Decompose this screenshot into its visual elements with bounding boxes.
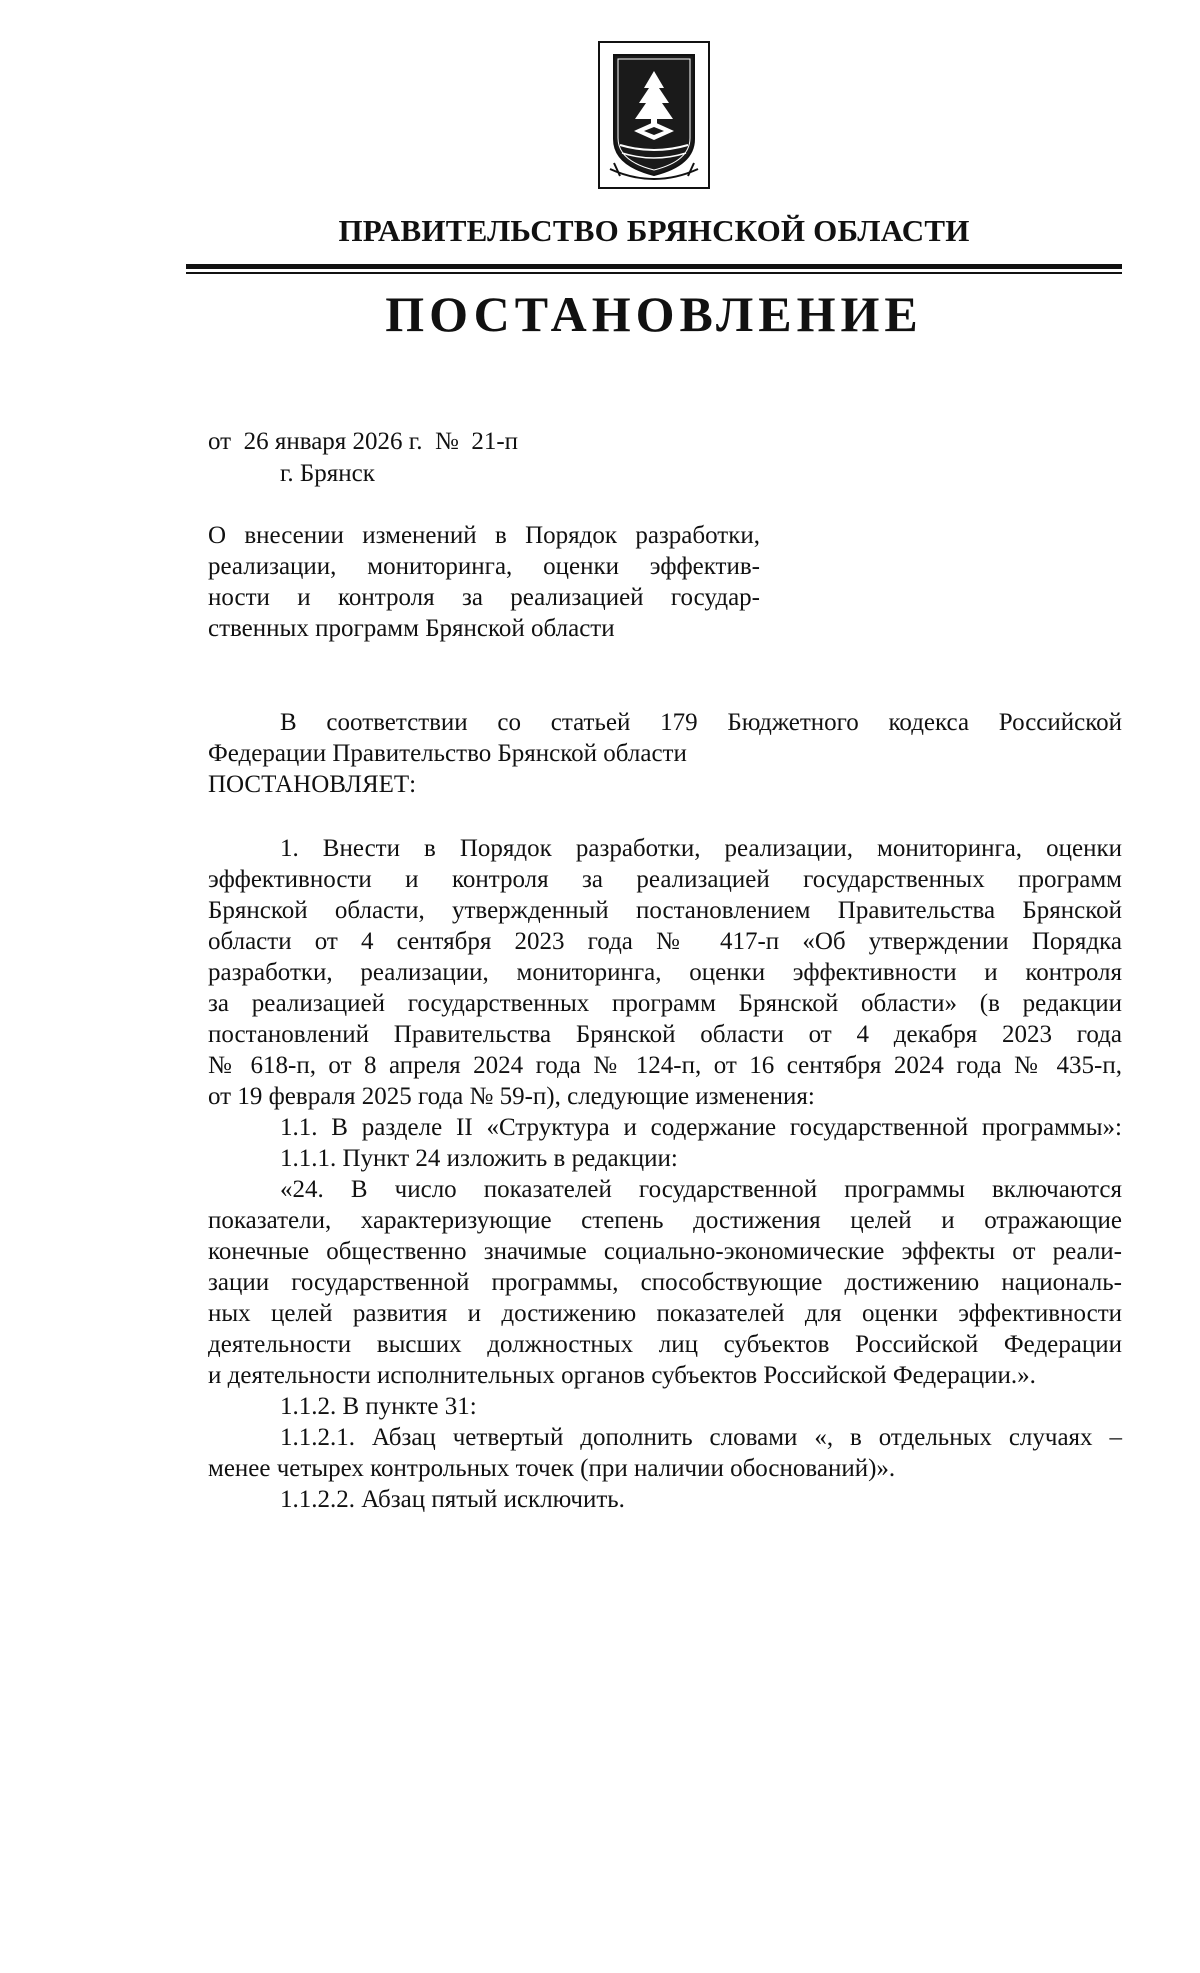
subject-line: О внесении изменений в Порядок разработки,	[208, 522, 760, 549]
city-line: г. Брянск	[280, 460, 375, 487]
item1-line: постановлений Правительства Брянской области от 4 декабря 2023 года	[208, 1021, 1122, 1048]
item1-line: эффективности и контроля за реализацией государственных программ	[208, 866, 1122, 893]
subject-line: реализации, мониторинга, оценки эффектив-	[208, 553, 760, 580]
header-rule-thick	[186, 264, 1122, 269]
item-1-1-2-2: 1.1.2.2. Абзац пятый исключить.	[280, 1486, 625, 1513]
resolves-line: ПОСТАНОВЛЯЕТ:	[208, 771, 417, 798]
coat-of-arms-icon	[598, 41, 710, 189]
item1-line: 1. Внести в Порядок разработки, реализации, мониторинга, оценки	[280, 835, 1122, 862]
item1-line: за реализацией государственных программ Брянской области» (в редакции	[208, 990, 1122, 1017]
preamble-line: Федерации Правительство Брянской области	[208, 740, 687, 767]
item1-line: Брянской области, утвержденный постановлением Правительства Брянской	[208, 897, 1122, 924]
header-rule-thin	[186, 272, 1122, 274]
item-1-1-2-1-line: 1.1.2.1. Абзац четвертый дополнить словами «, в отдельных случаях –	[280, 1424, 1122, 1451]
item24-line: и деятельности исполнительных органов субъектов Российской Федерации.».	[208, 1362, 1036, 1389]
item1-line: № 618-п, от 8 апреля 2024 года № 124-п, от 16 сентября 2024 года № 435-п,	[208, 1052, 1122, 1079]
document-type-title: ПОСТАНОВЛЕНИЕ	[385, 286, 923, 342]
item-1-1-2: 1.1.2. В пункте 31:	[280, 1393, 477, 1420]
date-number-line: от 26 января 2026 г. № 21-п	[208, 428, 519, 455]
preamble-line: В соответствии со статьей 179 Бюджетного кодекса Российской	[280, 709, 1122, 736]
paragraph-gap	[208, 800, 1122, 833]
item24-line: конечные общественно значимые социально-экономические эффекты от реали-	[208, 1238, 1122, 1265]
item-1-1: 1.1. В разделе II «Структура и содержание государственной программы»:	[280, 1114, 1122, 1141]
item24-line: зации государственной программы, способствующие достижению националь-	[208, 1269, 1122, 1296]
government-title: ПРАВИТЕЛЬСТВО БРЯНСКОЙ ОБЛАСТИ	[338, 213, 970, 248]
document-subject	[208, 520, 760, 644]
item-1-1-2-1-line: менее четырех контрольных точек (при наличии обоснований)».	[208, 1455, 896, 1482]
item24-line: деятельности высших должностных лиц субъектов Российской Федерации	[208, 1331, 1122, 1358]
item-1-1-1: 1.1.1. Пункт 24 изложить в редакции:	[280, 1145, 678, 1172]
subject-line: ности и контроля за реализацией государ-	[208, 584, 760, 611]
subject-line: ственных программ Брянской области	[208, 615, 615, 642]
document-body	[208, 707, 1122, 1515]
item24-line: показатели, характеризующие степень достижения целей и отражающие	[208, 1207, 1122, 1234]
coat-of-arms-emblem	[598, 41, 710, 189]
item1-line: области от 4 сентября 2023 года № 417-п «Об утверждении Порядка	[208, 928, 1122, 955]
item24-line: «24. В число показателей государственной программы включаются	[280, 1176, 1122, 1203]
item1-line: разработки, реализации, мониторинга, оценки эффективности и контроля	[208, 959, 1122, 986]
item24-line: ных целей развития и достижению показателей для оценки эффективности	[208, 1300, 1122, 1327]
item1-line: от 19 февраля 2025 года № 59-п), следующие изменения:	[208, 1083, 815, 1110]
